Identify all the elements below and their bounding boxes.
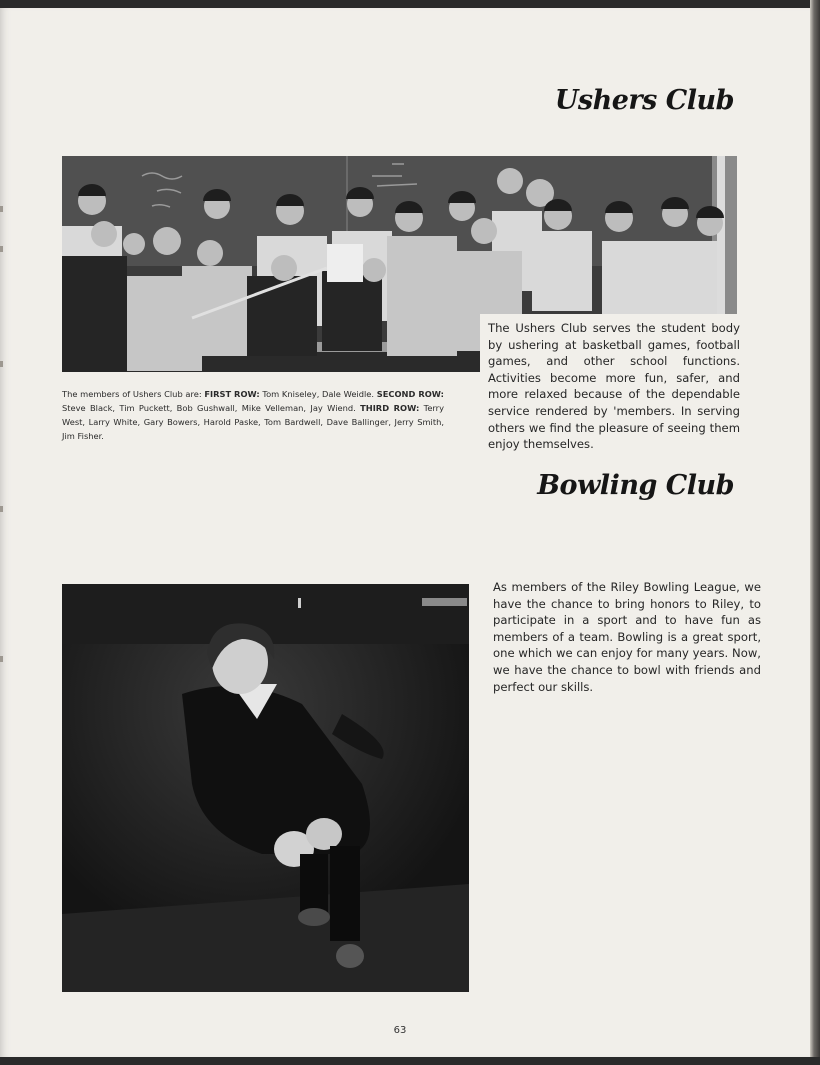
row-label-third: THIRD ROW:: [360, 403, 420, 413]
row-names-second: Steve Black, Tim Puckett, Bob Gushwall, Mike Velleman, Jay Wiend.: [62, 403, 356, 413]
bowling-club-heading: Bowling Club: [537, 470, 734, 501]
ushers-description: The Ushers Club serves the student body by ushering at basketball games, football games, and other school functions. Activities become more fun, safer, and more relaxed because of the dependable service rendered by 'members. In serving others we find the pleasure of seeing them enjoy themselves.: [488, 321, 740, 452]
page-number: 63: [393, 1025, 407, 1036]
row-names-first: Tom Kniseley, Dale Weidle.: [262, 389, 375, 399]
binding-edge: [810, 0, 820, 1057]
row-names-third: Terry West, Larry White, Gary Bowers, Harold Paske, Tom Bardwell, Dave Ballinger, Jerry Smith, Jim Fisher.: [62, 403, 445, 441]
row-label-second: SECOND ROW:: [376, 389, 444, 399]
ushers-club-heading: Ushers Club: [554, 85, 734, 116]
bowling-club-photo: [62, 584, 469, 992]
bowling-description: As members of the Riley Bowling League, we have the chance to bring honors to Riley, to participate in a sport and to have fun as members of a team. Bowling is a great sport, one which we can enjoy for many years. Now, we have the chance to bowl with friends and perfect our skills.: [493, 580, 761, 694]
ushers-members-caption: [62, 387, 444, 443]
row-label-first: FIRST ROW:: [204, 389, 260, 399]
caption-intro: The members of Ushers Club are:: [62, 389, 202, 399]
page-edge: [0, 16, 4, 1065]
